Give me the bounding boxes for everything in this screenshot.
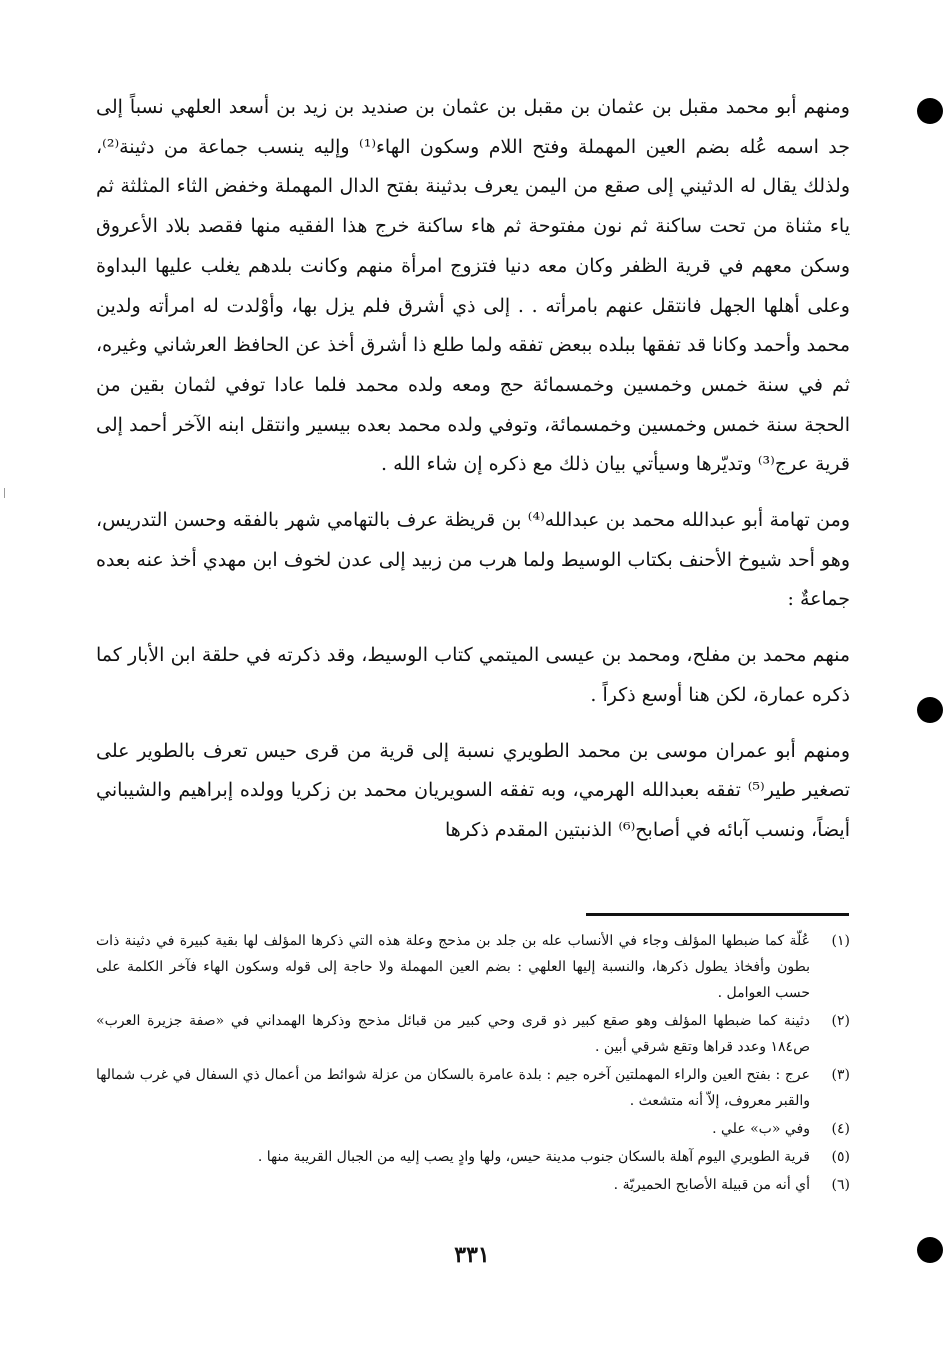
footnote-text: عرج : بفتح العين والراء المهملتين آخره جيم : بلدة عامرة بالسكان من عزلة شوائط من أعمال ذي السفال في غرب شمالها والقبر معروف، إلاّ أنه متشعث .	[96, 1067, 810, 1109]
paragraph-musa-al-tuwayri: ومنهم أبو عمران موسى بن محمد الطويري نسبة إلى قرية من قرى حيس تعرف بالطوير على تصغير طير⁽⁵⁾ تفقه بعبدالله الهرمي، وبه تفقه السويريان محمد بن زكريا وولده إبراهيم والشيباني أيضاً، ونسب آبائه في أصابح⁽⁶⁾ الذنبتين المقدم ذكرها	[96, 739, 851, 841]
paragraph-tihama-ibn-qurayza: ومن تهامة أبو عبدالله محمد بن عبدالله⁽⁴⁾ بن قريظة عرف بالتهامي شهر بالفقه وحسن التدريس، وهو أحد شيوخ الأحنف بكتاب الوسيط ولما هرب من زبيد إلى عدن لخوف ابن مهدي أخذ عنه بعده جماعةٌ :	[96, 509, 850, 611]
footnote-text: قرية الطويري اليوم آهلة بالسكان جنوب مدينة حيس، ولها وادٍ يصب إليه من الجبال القريبة منها .	[257, 1149, 810, 1165]
binder-hole-top	[917, 98, 943, 124]
footnote-number: (١)	[831, 933, 850, 949]
binder-hole-bottom	[917, 1237, 943, 1263]
scan-speck	[4, 488, 5, 498]
footnote-number: (٥)	[831, 1149, 850, 1165]
paragraph-muqbil-ibn-uthman: ومنهم أبو محمد مقبل بن عثمان بن مقبل بن عثمان بن صنديد بن زيد بن أسعد العلهي نسباً إلى جد اسمه عُله بضم العين المهملة وفتح اللام وسكون الهاء⁽¹⁾ وإليه ينسب جماعة من دثينة⁽²⁾، ولذلك يقال له الدثيني إلى صقع من اليمن يعرف بدثينة بفتح الدال المهملة وخفض الثاء المثلثة ثم ياء مثناة من تحت ساكنة ثم نون مفتوحة ثم هاء ساكنة خرج هذا الفقيه منها فقصد بلاد الأعروق وسكن معهم في قرية الظفر وكان معه دنيا فتزوج امرأة منهم وكانت بلدهم يغلب عليها البداوة وعلى أهلها الجهل فانتقل عنهم بامرأته . . إلى ذي أشرق فلم يزل بها، وأوْلدت له امرأته ولدين محمد وأحمد وكانا قد تفقها ببلده ببعض تفقه ولما طلع ذا أشرق أخذ عن الحافظ العرشاني وغيره، ثم في سنة خمس وخمسين وخمسمائة حج ومعه ولده محمد فلما عادا توفي لثمان بقين من الحجة سنة خمس وخمسين وخمسمائة، وتوفي ولده محمد بعده بيسير وانتقل ابنه الآخر أحمد إلى قرية عرج⁽³⁾ وتديّرها وسيأتي بيان ذلك مع ذكره إن شاء الله .	[96, 96, 850, 476]
footnotes-section	[96, 928, 850, 1200]
page-number: ٣٣١	[454, 1242, 490, 1268]
footnote-6	[96, 1172, 850, 1198]
footnote-divider	[586, 913, 849, 916]
footnote-text: دثينة كما ضبطها المؤلف وهو صقع كبير ذو قرى وحي كبير من قبائل مذحج وذكرها الهمداني في «صفة جزيرة العرب» ص١٨٤ وعدد قراها وتقع شرقي أبين .	[96, 1013, 810, 1055]
footnote-4	[96, 1116, 850, 1142]
footnote-5	[96, 1144, 850, 1170]
footnote-number: (٤)	[831, 1121, 850, 1137]
binder-hole-middle	[917, 697, 943, 723]
footnote-number: (٢)	[831, 1013, 850, 1029]
footnote-text: أي أنه من قبيلة الأصابح الحميريّة .	[613, 1177, 810, 1193]
main-text-block	[96, 88, 850, 851]
footnote-number: (٣)	[831, 1067, 850, 1083]
footnote-2	[96, 1008, 850, 1060]
footnote-number: (٦)	[831, 1177, 850, 1193]
footnote-text: عُلّة كما ضبطها المؤلف وجاء في الأنساب عله بن جلد بن مذحج وعلة هذه التي ذكرها المؤلف لها بقية كبيرة في دثينة ذات بطون وأفخاذ يطول ذكرها، والنسبة إليها العلهي : بضم العين المهملة ولا حاجة إلى قوله وسكون الهاء فآخر الكلمة على حسب العوامل .	[96, 933, 810, 1001]
paragraph-students-list: منهم محمد بن مفلح، ومحمد بن عيسى الميتمي كتاب الوسيط، وقد ذكرته في حلقة ابن الأبار كما ذكره عمارة، لكن هنا أوسع ذكراً .	[96, 644, 850, 706]
footnote-1	[96, 928, 850, 1006]
footnote-3	[96, 1062, 850, 1114]
footnote-text: وفي «ب» علي .	[712, 1121, 810, 1137]
